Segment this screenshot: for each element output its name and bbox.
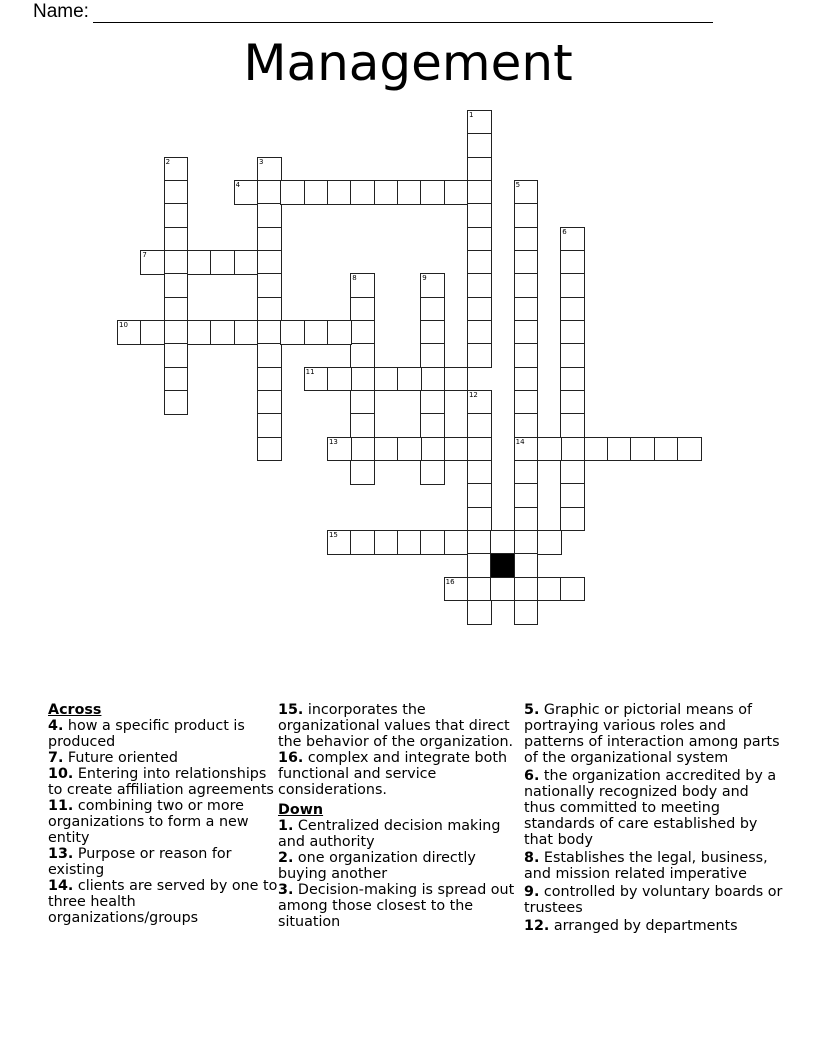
clues-column-1	[48, 702, 280, 958]
grid-cell[interactable]	[164, 203, 189, 228]
grid-cell[interactable]	[467, 343, 492, 368]
grid-cell[interactable]	[467, 413, 492, 438]
grid-cell[interactable]	[560, 390, 585, 415]
clue-text: the organization accredited by a nationally recognized body and thus committed to meeting standards of care established by that body	[524, 768, 777, 848]
grid-cell[interactable]	[490, 577, 515, 602]
grid-cell[interactable]	[164, 250, 189, 275]
grid-cell[interactable]	[560, 577, 585, 602]
clue-number: 12.	[524, 918, 550, 934]
grid-cell[interactable]	[187, 250, 212, 275]
grid-cell[interactable]	[490, 530, 515, 555]
grid-cell[interactable]	[350, 343, 375, 368]
grid-cell[interactable]	[467, 320, 492, 345]
grid-cell[interactable]	[117, 320, 142, 345]
clue-number: 10.	[48, 766, 74, 782]
grid-cell[interactable]	[327, 530, 352, 555]
grid-cell[interactable]	[164, 227, 189, 252]
clue-across	[48, 846, 280, 878]
grid-cell[interactable]	[560, 460, 585, 485]
grid-cell[interactable]	[467, 600, 492, 625]
grid-cell[interactable]	[327, 320, 352, 345]
grid-cell[interactable]	[560, 483, 585, 508]
grid-cell[interactable]	[560, 343, 585, 368]
grid-cell[interactable]	[514, 507, 539, 532]
grid-cell[interactable]	[374, 180, 399, 205]
grid-cell[interactable]	[234, 250, 259, 275]
grid-cell[interactable]	[467, 460, 492, 485]
clue-number: 16.	[278, 750, 304, 766]
grid-cell[interactable]	[467, 203, 492, 228]
grid-cell[interactable]	[397, 180, 422, 205]
grid-cell[interactable]	[327, 367, 352, 392]
clue-across	[48, 750, 280, 766]
grid-cell[interactable]	[514, 343, 539, 368]
grid-cell[interactable]	[560, 413, 585, 438]
clue-number: 4.	[48, 718, 64, 734]
grid-cell[interactable]	[350, 413, 375, 438]
grid-cell[interactable]	[257, 413, 282, 438]
grid-cell[interactable]	[514, 180, 539, 205]
grid-cell[interactable]	[397, 530, 422, 555]
grid-cell[interactable]	[514, 553, 539, 578]
grid-cell[interactable]	[467, 483, 492, 508]
grid-cell[interactable]	[444, 180, 469, 205]
clue-number: 11.	[48, 798, 74, 814]
grid-cell[interactable]	[537, 530, 562, 555]
cell-number: 10	[119, 320, 128, 329]
clue-text: Centralized decision making and authority	[278, 818, 501, 850]
grid-cell[interactable]	[560, 437, 585, 462]
grid-cell[interactable]	[304, 320, 329, 345]
name-label: Name:	[33, 1, 89, 22]
cell-number: 6	[562, 227, 567, 236]
grid-cell[interactable]	[560, 273, 585, 298]
grid-cell[interactable]	[677, 437, 702, 462]
grid-cell[interactable]	[257, 227, 282, 252]
grid-cell[interactable]	[350, 180, 375, 205]
grid-cell[interactable]	[304, 367, 329, 392]
grid-cell[interactable]	[560, 297, 585, 322]
grid-cell-black	[490, 553, 515, 578]
grid-cell[interactable]	[420, 320, 445, 345]
grid-cell[interactable]	[164, 180, 189, 205]
cell-number: 7	[142, 250, 147, 259]
grid-cell[interactable]	[164, 367, 189, 392]
grid-cell[interactable]	[514, 367, 539, 392]
grid-cell[interactable]	[467, 507, 492, 532]
grid-cell[interactable]	[420, 530, 445, 555]
grid-cell[interactable]	[467, 530, 492, 555]
cell-number: 9	[422, 274, 427, 283]
grid-cell[interactable]	[164, 390, 189, 415]
grid-cell[interactable]	[234, 180, 259, 205]
grid-cell[interactable]	[374, 367, 399, 392]
grid-cell[interactable]	[257, 367, 282, 392]
grid-cell[interactable]	[514, 530, 539, 555]
clue-across	[278, 702, 526, 750]
grid-cell[interactable]	[514, 600, 539, 625]
grid-cell[interactable]	[210, 320, 235, 345]
clue-text: Entering into relationships to create affiliation agreements	[48, 766, 274, 798]
grid-cell[interactable]	[560, 320, 585, 345]
grid-cell[interactable]	[444, 367, 469, 392]
clue-number: 6.	[524, 768, 540, 784]
grid-cell[interactable]	[467, 553, 492, 578]
grid-cell[interactable]	[350, 367, 375, 392]
grid-cell[interactable]	[164, 343, 189, 368]
clue-across	[48, 718, 280, 750]
grid-cell[interactable]	[350, 297, 375, 322]
clue-text: complex and integrate both functional and service considerations.	[278, 750, 508, 798]
grid-cell[interactable]	[514, 320, 539, 345]
grid-cell[interactable]	[164, 297, 189, 322]
cell-number: 16	[445, 577, 455, 586]
clue-across	[48, 798, 280, 846]
grid-cell[interactable]	[164, 320, 189, 345]
grid-cell[interactable]	[420, 413, 445, 438]
across-heading: Across	[48, 702, 102, 718]
grid-cell[interactable]	[514, 203, 539, 228]
grid-cell[interactable]	[350, 273, 375, 298]
grid-cell[interactable]	[420, 367, 445, 392]
grid-cell[interactable]	[514, 273, 539, 298]
grid-cell[interactable]	[420, 460, 445, 485]
grid-cell[interactable]	[257, 273, 282, 298]
grid-cell[interactable]	[584, 437, 609, 462]
grid-cell[interactable]	[514, 460, 539, 485]
cell-number: 12	[468, 390, 478, 399]
clues-column-3	[524, 702, 784, 958]
grid-cell[interactable]	[560, 367, 585, 392]
grid-cell[interactable]	[327, 437, 352, 462]
clue-across	[48, 766, 280, 798]
clue-number: 13.	[48, 846, 74, 862]
grid-cell[interactable]	[257, 297, 282, 322]
grid-cell[interactable]	[420, 437, 445, 462]
grid-cell[interactable]	[257, 180, 282, 205]
clue-number: 8.	[524, 850, 540, 866]
clues-column-2	[278, 702, 526, 958]
down-heading: Down	[278, 802, 324, 818]
grid-cell[interactable]	[257, 320, 282, 345]
grid-cell[interactable]	[514, 437, 539, 462]
grid-cell[interactable]	[397, 367, 422, 392]
grid-cell[interactable]	[467, 180, 492, 205]
grid-cell[interactable]	[280, 180, 305, 205]
clue-down	[278, 850, 526, 882]
clue-down	[524, 850, 784, 882]
grid-cell[interactable]	[654, 437, 679, 462]
grid-cell[interactable]	[467, 157, 492, 182]
grid-cell[interactable]	[140, 250, 165, 275]
grid-cell[interactable]	[467, 227, 492, 252]
clue-text: how a specific product is produced	[48, 718, 245, 750]
clue-across	[48, 878, 280, 926]
clue-down	[278, 818, 526, 850]
grid-cell[interactable]	[514, 390, 539, 415]
cell-number: 5	[515, 180, 521, 189]
grid-cell[interactable]	[514, 250, 539, 275]
grid-cell[interactable]	[327, 180, 352, 205]
clue-text: controlled by voluntary boards or trustees	[524, 884, 783, 916]
clue-down	[524, 768, 784, 848]
grid-cell[interactable]	[537, 577, 562, 602]
grid-cell[interactable]	[257, 203, 282, 228]
clue-text: incorporates the organizational values that direct the behavior of the organization.	[278, 702, 514, 750]
cell-number: 13	[328, 437, 338, 446]
clue-text: Purpose or reason for existing	[48, 846, 232, 878]
clue-text: combining two or more organizations to form a new entity	[48, 798, 249, 846]
grid-cell[interactable]	[257, 343, 282, 368]
grid-cell[interactable]	[444, 437, 469, 462]
clue-down	[524, 884, 784, 916]
clue-number: 3.	[278, 882, 294, 898]
clue-text: Decision-making is spread out among those closest to the situation	[278, 882, 515, 930]
clue-number: 1.	[278, 818, 294, 834]
grid-cell[interactable]	[420, 297, 445, 322]
clue-text: Establishes the legal, business, and mission related imperative	[524, 850, 768, 882]
cell-number: 1	[468, 111, 474, 119]
grid-cell[interactable]	[514, 577, 539, 602]
cell-number: 3	[258, 157, 264, 166]
grid-cell[interactable]	[257, 157, 282, 182]
grid-cell[interactable]	[444, 577, 469, 602]
grid-cell[interactable]	[560, 507, 585, 532]
grid-cell[interactable]	[514, 483, 539, 508]
grid-cell[interactable]	[560, 250, 585, 275]
clue-across	[278, 750, 526, 798]
grid-cell[interactable]	[467, 273, 492, 298]
cell-number: 8	[352, 274, 357, 283]
clue-number: 15.	[278, 702, 304, 718]
grid-cell[interactable]	[350, 530, 375, 555]
grid-cell[interactable]	[350, 390, 375, 415]
grid-cell[interactable]	[514, 297, 539, 322]
grid-cell[interactable]	[420, 273, 445, 298]
grid-cell[interactable]	[514, 227, 539, 252]
clue-text: clients are served by one to three health organizations/groups	[48, 878, 278, 926]
grid-cell[interactable]	[304, 180, 329, 205]
grid-cell[interactable]	[420, 343, 445, 368]
grid-cell[interactable]	[420, 180, 445, 205]
grid-cell[interactable]	[420, 390, 445, 415]
cell-number: 14	[515, 437, 525, 446]
grid-cell[interactable]	[397, 437, 422, 462]
grid-cell[interactable]	[350, 320, 375, 345]
clue-number: 2.	[278, 850, 294, 866]
grid-cell[interactable]	[350, 460, 375, 485]
grid-cell[interactable]	[467, 133, 492, 158]
cell-number: 2	[165, 157, 171, 166]
grid-cell[interactable]	[467, 390, 492, 415]
cell-number: 15	[328, 530, 338, 539]
grid-cell[interactable]	[630, 437, 655, 462]
grid-cell[interactable]	[210, 250, 235, 275]
grid-cell[interactable]	[140, 320, 165, 345]
grid-cell[interactable]	[280, 320, 305, 345]
grid-cell[interactable]	[560, 227, 585, 252]
grid-cell[interactable]	[444, 530, 469, 555]
clue-text: one organization directly buying another	[278, 850, 476, 882]
clue-text: Future oriented	[63, 750, 178, 766]
grid-cell[interactable]	[607, 437, 632, 462]
grid-cell[interactable]	[374, 437, 399, 462]
clue-number: 7.	[48, 750, 64, 766]
grid-cell[interactable]	[257, 250, 282, 275]
grid-cell[interactable]	[537, 437, 562, 462]
grid-cell[interactable]	[257, 437, 282, 462]
grid-cell[interactable]	[187, 320, 212, 345]
clue-down	[524, 918, 784, 934]
grid-cell[interactable]	[164, 157, 189, 182]
clue-number: 5.	[524, 702, 540, 718]
grid-cell[interactable]	[467, 297, 492, 322]
clue-down	[278, 882, 526, 930]
cell-number: 4	[235, 180, 241, 189]
cell-number: 11	[305, 367, 315, 376]
grid-cell[interactable]	[514, 413, 539, 438]
grid-cell[interactable]	[467, 250, 492, 275]
clue-text: arranged by departments	[549, 918, 738, 934]
puzzle-title: Management	[243, 34, 573, 92]
clue-down	[524, 702, 784, 766]
clue-number: 9.	[524, 884, 540, 900]
grid-cell[interactable]	[350, 437, 375, 462]
grid-cell[interactable]	[467, 110, 492, 135]
clue-number: 14.	[48, 878, 74, 894]
clue-text: Graphic or pictorial means of portraying various roles and patterns of interaction among parts of the organizational system	[524, 702, 780, 766]
grid-cell[interactable]	[164, 273, 189, 298]
grid-cell[interactable]	[467, 577, 492, 602]
grid-cell[interactable]	[257, 390, 282, 415]
grid-cell[interactable]	[374, 530, 399, 555]
grid-cell[interactable]	[234, 320, 259, 345]
grid-cell[interactable]	[467, 437, 492, 462]
